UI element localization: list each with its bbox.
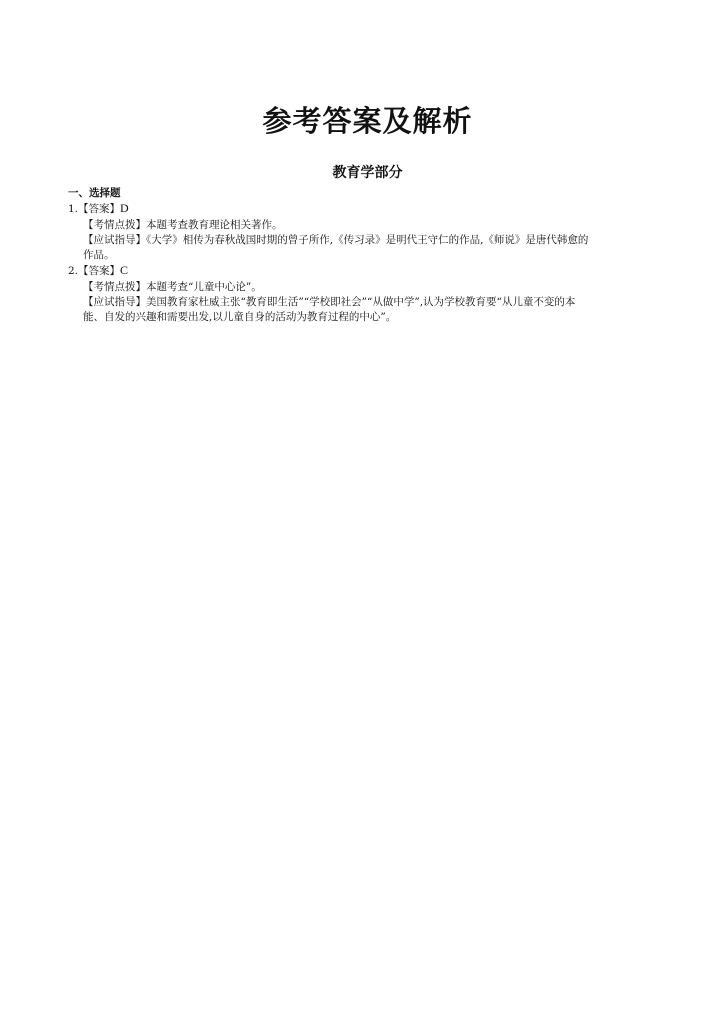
question-number: 2. xyxy=(68,265,79,278)
question-1-guide-line xyxy=(68,233,668,248)
question-2-answer-line xyxy=(68,263,668,279)
answer-value: D xyxy=(120,201,129,216)
guide-text: 《大学》相传为春秋战国时期的曾子所作,《传习录》是明代王守仁的作品,《师说》是唐代韩愈的 xyxy=(146,233,589,246)
page-title: 参考答案及解析 xyxy=(262,104,473,138)
question-2-point-line xyxy=(68,280,668,295)
guide-text: 美国教育家杜威主张“教育即生活”“学校即社会”“从做中学”,认为学校教育要“从儿童不变的本 xyxy=(146,296,576,309)
guide-text-continued: 能、自发的兴趣和需要出发,以儿童自身的活动为教育过程的中心”。 xyxy=(83,311,397,324)
question-1-answer-line xyxy=(68,201,668,217)
guide-text-continued: 作品。 xyxy=(83,249,115,262)
answer-label: 【答案】 xyxy=(78,265,121,278)
question-number: 1. xyxy=(68,203,79,216)
answer-value: C xyxy=(120,263,129,278)
guide-label: 【应试指导】 xyxy=(83,296,146,309)
answer-label: 【答案】 xyxy=(78,203,121,216)
question-1-point-line xyxy=(68,218,668,233)
question-2-guide-line xyxy=(68,295,668,310)
question-1-guide-continuation xyxy=(68,248,668,263)
answer-content xyxy=(68,186,668,326)
point-text: 本题考查“儿童中心论”。 xyxy=(146,280,262,293)
question-2-guide-continuation xyxy=(68,310,668,325)
point-text: 本题考查教育理论相关著作。 xyxy=(146,218,283,231)
guide-label: 【应试指导】 xyxy=(83,233,146,246)
point-label: 【考情点拨】 xyxy=(83,280,146,293)
point-label: 【考情点拨】 xyxy=(83,218,146,231)
section-title: 教育学部分 xyxy=(332,165,403,181)
part-heading: 一、选择题 xyxy=(68,187,121,199)
